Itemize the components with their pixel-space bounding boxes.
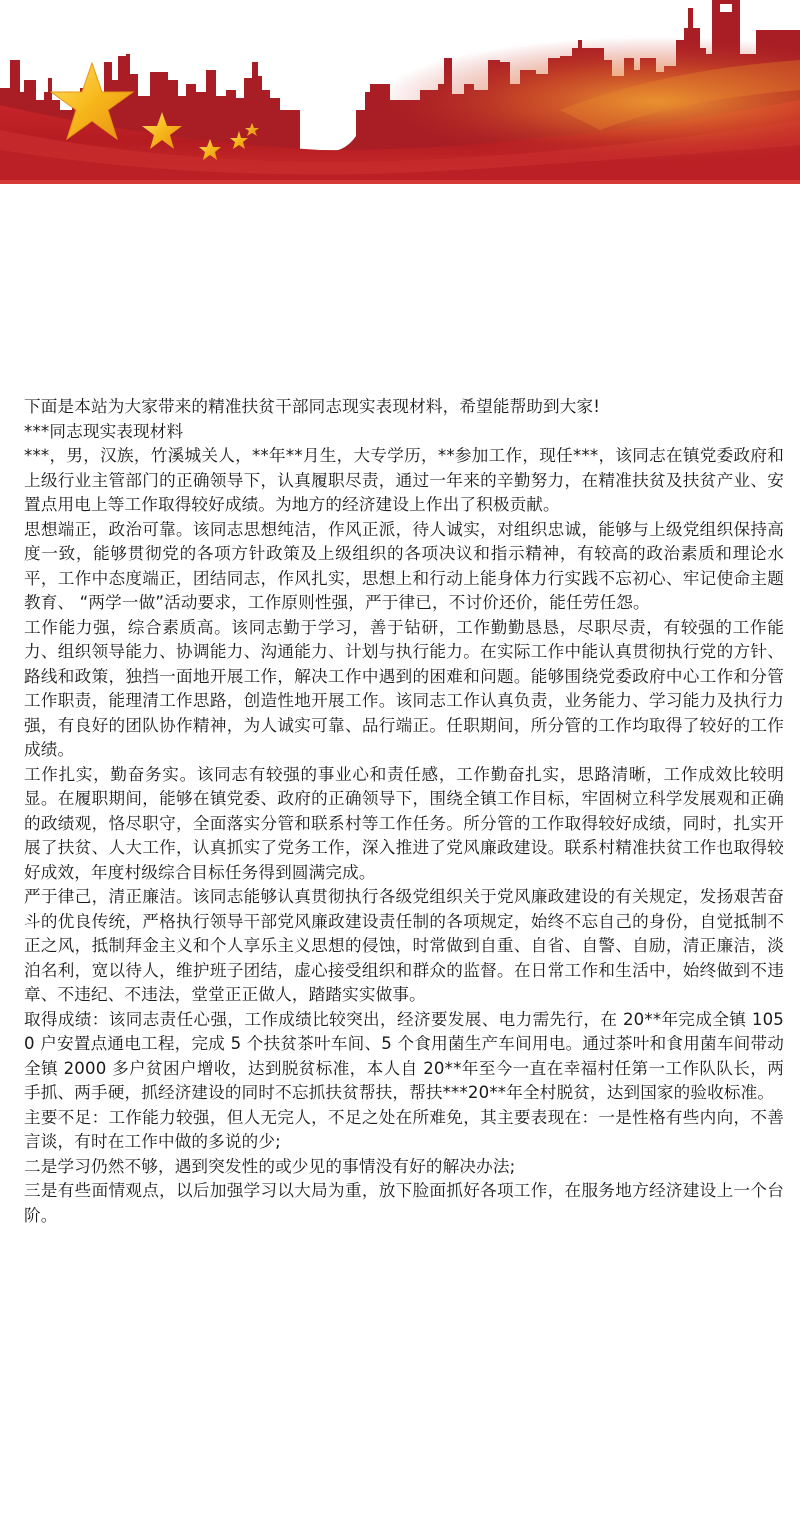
city-skyline-flag-illustration [0,0,800,184]
document-title: ***同志现实表现材料 [24,421,184,441]
document-body [24,395,784,1228]
paragraph-basic-info: ***，男，汉族，竹溪城关人，**年**月生，大专学历，**参加工作，现任***，该同志在镇党委政府和上级行业主管部门的正确领导下，认真履职尽责，通过一年来的辛勤努力，在精准扶贫及扶贫产业、安置点用电上等工作取得较好成绩。为地方的经济建设上作出了积极贡献。 [24,446,784,514]
paragraph-shortcoming-1: 主要不足：工作能力较强，但人无完人，不足之处在所难免，其主要表现在：一是性格有些内向，不善言谈，有时在工作中做的多说的少; [24,1107,784,1151]
paragraph-work-attitude: 工作扎实，勤奋务实。该同志有较强的事业心和责任感，工作勤奋扎实，思路清晰，工作成效比较明显。在履职期间，能够在镇党委、政府的正确领导下，围绕全镇工作目标，牢固树立科学发展观和正确的政绩观，恪尽职守，全面落实分管和联系村等工作任务。所分管的工作取得较好成绩，同时，扎实开展了扶贫、人大工作，认真抓实了党务工作，深入推进了党风廉政建设。联系村精准扶贫工作也取得较好成效，年度村级综合目标任务得到圆满完成。 [24,764,784,882]
paragraph-political: 思想端正，政治可靠。该同志思想纯洁，作风正派，待人诚实，对组织忠诚，能够与上级党组织保持高度一致，能够贯彻党的各项方针政策及上级组织的各项决议和指示精神，有较高的政治素质和理论水平，工作中态度端正，团结同志，作风扎实，思想上和行动上能身体力行实践不忘初心、牢记使命主题教育、 “两学一做”活动要求，工作原则性强，严于律已，不讨价还价，能任劳任怨。 [24,519,784,612]
paragraph-integrity: 严于律己，清正廉洁。该同志能够认真贯彻执行各级党组织关于党风廉政建设的有关规定，发扬艰苦奋斗的优良传统，严格执行领导干部党风廉政建设责任制的各项规定，始终不忘自己的身份，自觉抵制不正之风，抵制拜金主义和个人享乐主义思想的侵蚀，时常做到自重、自省、自警、自励，清正廉洁，淡泊名利，宽以待人，维护班子团结，虚心接受组织和群众的监督。在日常工作和生活中，始终做到不违章、不违纪、不违法，堂堂正正做人，踏踏实实做事。 [24,887,784,1004]
intro-text: 下面是本站为大家带来的精准扶贫干部同志现实表现材料，希望能帮助到大家! [24,397,601,416]
paragraph-achievements: 取得成绩：该同志责任心强，工作成绩比较突出，经济要发展、电力需先行，在 20**年完成全镇 1050 户安置点通电工程，完成 5 个扶贫茶叶车间、5 个食用菌生产车间用电。通过茶叶和食用菌车间带动全镇 2000 多户贫困户增收，达到脱贫标准，本人自 20**年至今一直在幸福村任第一工作队队长，两手抓、两手硬，抓经济建设的同时不忘抓扶贫帮扶，帮扶***20**年全村脱贫，达到国家的验收标准。 [24,1009,784,1102]
paragraph-shortcoming-3: 三是有些面情观点，以后加强学习以大局为重，放下脸面抓好各项工作，在服务地方经济建设上一个台阶。 [24,1181,784,1225]
header-banner [0,0,800,184]
paragraph-shortcoming-2: 二是学习仍然不够，遇到突发性的或少见的事情没有好的解决办法; [24,1156,516,1176]
paragraph-ability: 工作能力强，综合素质高。该同志勤于学习，善于钻研，工作勤勤恳恳，尽职尽责，有较强的工作能力、组织领导能力、协调能力、沟通能力、计划与执行能力。在实际工作中能认真贯彻执行党的方针、路线和政策，独挡一面地开展工作，解决工作中遇到的困难和问题。能够围绕党委政府中心工作和分管工作职责，能理清工作思路，创造性地开展工作。该同志工作认真负责，业务能力、学习能力及执行力强，有良好的团队协作精神，为人诚实可靠、品行端正。任职期间，所分管的工作均取得了较好的工作成绩。 [24,617,784,759]
